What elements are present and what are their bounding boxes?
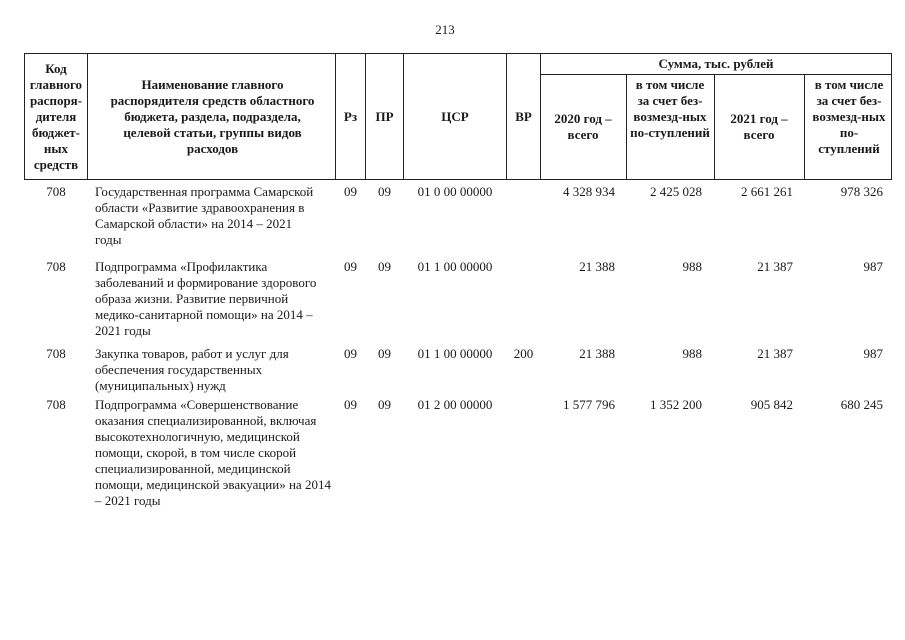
cell-name: Подпрограмма «Совершенствование оказания специализированной, включая высокотехнологичную, медицинской помощи, скорой, в том числе скорой специализированной, медицинской помощи, медицинской эвакуации» на 2014 – 2021 годы [95, 397, 331, 508]
header-2021-total [719, 75, 799, 179]
cell-csr: 01 1 00 00000 [417, 346, 493, 361]
header-2020-total-label: 2020 год – всего [554, 111, 612, 142]
cell-rz: 09 [344, 397, 357, 412]
cell-csr: 01 0 00 00000 [417, 184, 493, 199]
cell-2020-free: 2 425 028 [650, 184, 702, 199]
header-csr-label: ЦСР [441, 108, 469, 124]
header-pr-label: ПР [375, 108, 394, 124]
cell-name: Подпрограмма «Профилактика заболеваний и формирование здорового образа жизни. Развитие первичной медико-санитарной помощи» на 2014 – 2021 годы [95, 259, 317, 338]
cell-rz: 09 [344, 346, 357, 361]
cell-csr: 01 1 00 00000 [417, 259, 493, 274]
header-pr [366, 54, 403, 179]
header-2021-free [810, 77, 888, 179]
cell-code: 708 [46, 346, 66, 361]
header-2020-free-label: в том числе за счет без-возмезд-ных по-ступлений [630, 77, 710, 140]
cell-code: 708 [46, 397, 66, 412]
cell-2021-total: 21 387 [757, 259, 793, 274]
cell-code: 708 [46, 259, 66, 274]
cell-2020-free: 988 [682, 259, 702, 274]
header-2020-total [545, 75, 621, 179]
header-name [110, 54, 315, 179]
header-code-label: Код главного распоря-дителя бюджет-ных средств [29, 60, 83, 172]
header-sum-title [541, 54, 891, 74]
cell-pr: 09 [378, 184, 391, 199]
header-sum-title-label: Сумма, тыс. рублей [658, 56, 774, 71]
header-csr [404, 54, 506, 179]
cell-rz: 09 [344, 259, 357, 274]
cell-2020-total: 21 388 [579, 346, 615, 361]
cell-pr: 09 [378, 259, 391, 274]
cell-rz: 09 [344, 184, 357, 199]
cell-pr: 09 [378, 397, 391, 412]
cell-code: 708 [46, 184, 66, 199]
header-vr [507, 54, 540, 179]
cell-pr: 09 [378, 346, 391, 361]
cell-name: Государственная программа Самарской области «Развитие здравоохранения в Самарской области» на 2014 – 2021 годы [95, 184, 314, 247]
col-divider [714, 74, 715, 180]
cell-2020-total: 1 577 796 [563, 397, 615, 412]
cell-2021-free: 680 245 [840, 397, 883, 412]
cell-2020-free: 988 [682, 346, 702, 361]
cell-2021-total: 21 387 [757, 346, 793, 361]
cell-2021-free: 978 326 [840, 184, 883, 199]
col-divider [891, 53, 892, 180]
header-rz-label: Рз [343, 108, 358, 124]
header-vr-label: ВР [515, 108, 532, 124]
header-bottom-border [24, 179, 892, 180]
header-2021-free-label: в том числе за счет без-возмезд-ных по-ступлений [812, 77, 886, 156]
cell-2020-free: 1 352 200 [650, 397, 702, 412]
cell-csr: 01 2 00 00000 [417, 397, 493, 412]
cell-2021-free: 987 [863, 346, 883, 361]
page-number: 213 [435, 22, 455, 37]
cell-2020-total: 4 328 934 [563, 184, 615, 199]
cell-2021-free: 987 [863, 259, 883, 274]
header-rz [336, 54, 365, 179]
cell-2021-total: 2 661 261 [741, 184, 793, 199]
cell-vr: 200 [513, 346, 534, 361]
cell-name: Закупка товаров, работ и услуг для обеспечения государственных (муниципальных) нужд [95, 346, 289, 393]
col-divider [87, 53, 88, 180]
col-divider [804, 74, 805, 180]
header-code [25, 54, 87, 179]
cell-2020-total: 21 388 [579, 259, 615, 274]
col-divider [626, 74, 627, 180]
cell-2021-total: 905 842 [750, 397, 793, 412]
header-2020-free [630, 77, 710, 179]
header-2021-total-label: 2021 год – всего [730, 111, 788, 142]
header-name-label: Наименование главного распорядителя средств областного бюджета, раздела, подраздела, целевой статьи, группы видов расходов [110, 76, 315, 156]
